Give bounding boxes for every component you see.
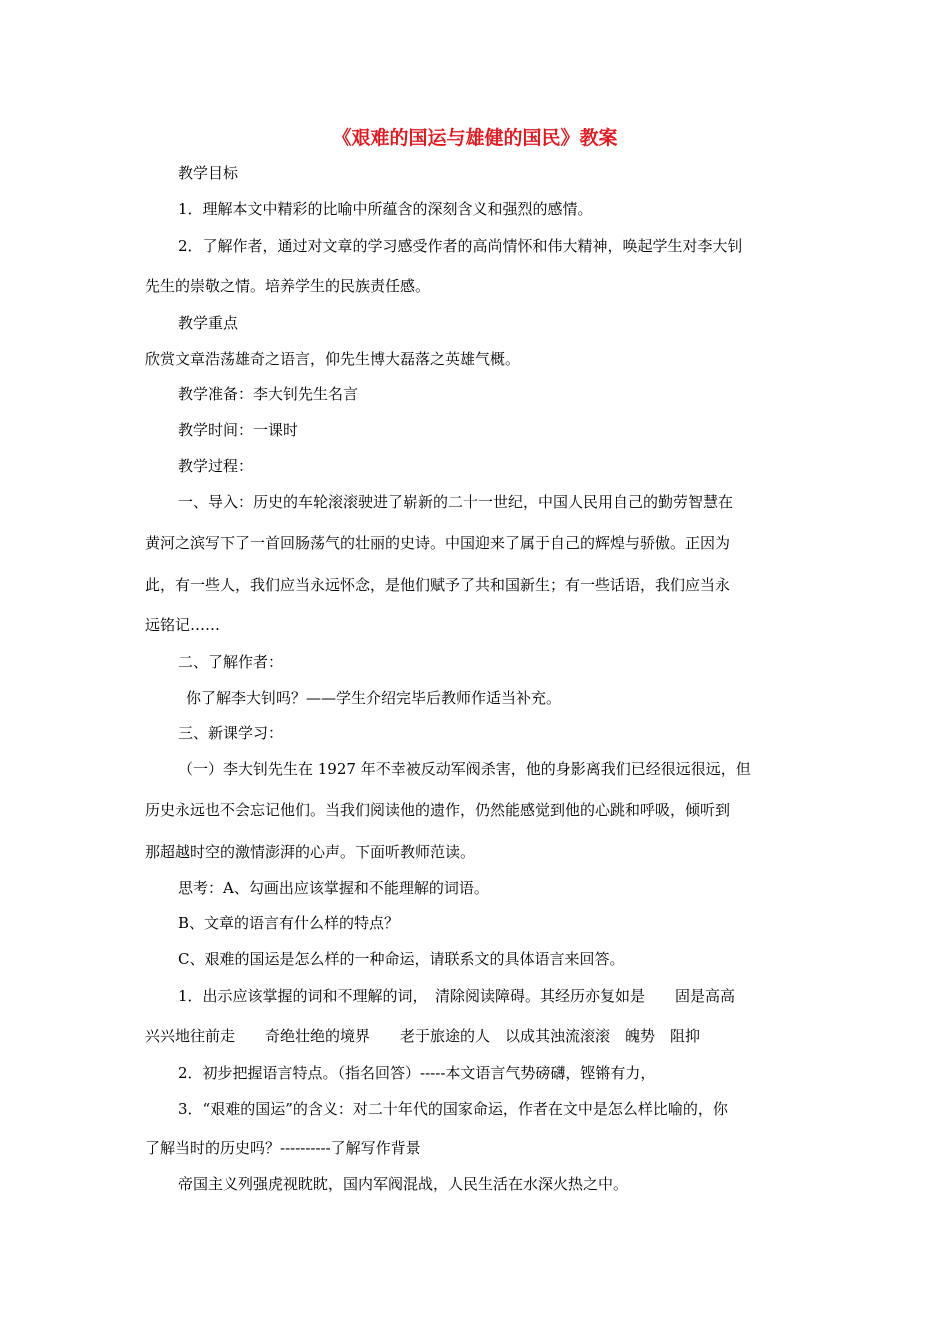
document-title: 《艰难的国运与雄健的国民》教案 xyxy=(332,127,618,149)
paragraph-line: 黄河之滨写下了一首回肠荡气的壮丽的史诗。中国迎来了属于自己的辉煌与骄傲。正因为 xyxy=(145,534,731,552)
paragraph-line: 欣赏文章浩荡雄奇之语言，仰先生博大磊落之英雄气概。 xyxy=(145,350,521,368)
paragraph-line: （一）李大钊先生在 1927 年不幸被反动军阀杀害，他的身影离我们已经很远很远，但 xyxy=(178,760,751,778)
paragraph-line: 历史永远也不会忘记他们。当我们阅读他的遗作，仍然能感觉到他的心跳和呼吸，倾听到 xyxy=(145,801,731,819)
paragraph-line: 先生的崇敬之情。培养学生的民族责任感。 xyxy=(145,277,431,295)
paragraph-line: 你了解李大钊吗？——学生介绍完毕后教师作适当补充。 xyxy=(186,689,562,707)
paragraph-line: 教学准备：李大钊先生名言 xyxy=(178,385,359,403)
paragraph-line: 此，有一些人，我们应当永远怀念，是他们赋予了共和国新生；有一些话语，我们应当永 xyxy=(145,576,731,594)
paragraph-line: 帝国主义列强虎视眈眈，国内军阀混战，人民生活在水深火热之中。 xyxy=(178,1175,629,1193)
section-heading-process: 教学过程： xyxy=(178,457,254,475)
paragraph-line: 教学时间：一课时 xyxy=(178,421,299,439)
paragraph-line: 1．理解本文中精彩的比喻中所蕴含的深刻含义和强烈的感情。 xyxy=(178,200,593,218)
paragraph-line: 3．“艰难的国运”的含义：对二十年代的国家命运，作者在文中是怎么样比喻的，你 xyxy=(178,1100,728,1118)
paragraph-line: 一、导入：历史的车轮滚滚驶进了崭新的二十一世纪，中国人民用自己的勤劳智慧在 xyxy=(178,493,734,511)
paragraph-line: 2．初步把握语言特点。（指名回答）-----本文语言气势磅礴，铿锵有力， xyxy=(178,1064,656,1082)
paragraph-line: 2．了解作者，通过对文章的学习感受作者的高尚情怀和伟大精神，唤起学生对李大钊 xyxy=(178,237,743,255)
paragraph-line: C、艰难的国运是怎么样的一种命运，请联系文的具体语言来回答。 xyxy=(178,950,625,968)
section-heading-key-points: 教学重点 xyxy=(178,314,239,332)
paragraph-line: 远铭记…… xyxy=(145,616,221,634)
paragraph-line: B、文章的语言有什么样的特点？ xyxy=(178,914,400,932)
paragraph-line: 三、新课学习： xyxy=(178,724,284,742)
paragraph-line: 思考：A、勾画出应该掌握和不能理解的词语。 xyxy=(178,879,489,897)
paragraph-line: 1．出示应该掌握的词和不理解的词， 清除阅读障碍。其经历亦复如是 固是高高 xyxy=(178,987,736,1005)
paragraph-line: 那超越时空的激情澎湃的心声。下面听教师范读。 xyxy=(145,843,476,861)
paragraph-line: 了解当时的历史吗？----------了解写作背景 xyxy=(145,1139,421,1157)
paragraph-line: 二、了解作者： xyxy=(178,653,284,671)
paragraph-line: 兴兴地往前走 奇绝壮绝的境界 老于旅途的人 以成其浊流滚滚 魄势 阻抑 xyxy=(145,1027,701,1045)
section-heading-objectives: 教学目标 xyxy=(178,164,239,182)
